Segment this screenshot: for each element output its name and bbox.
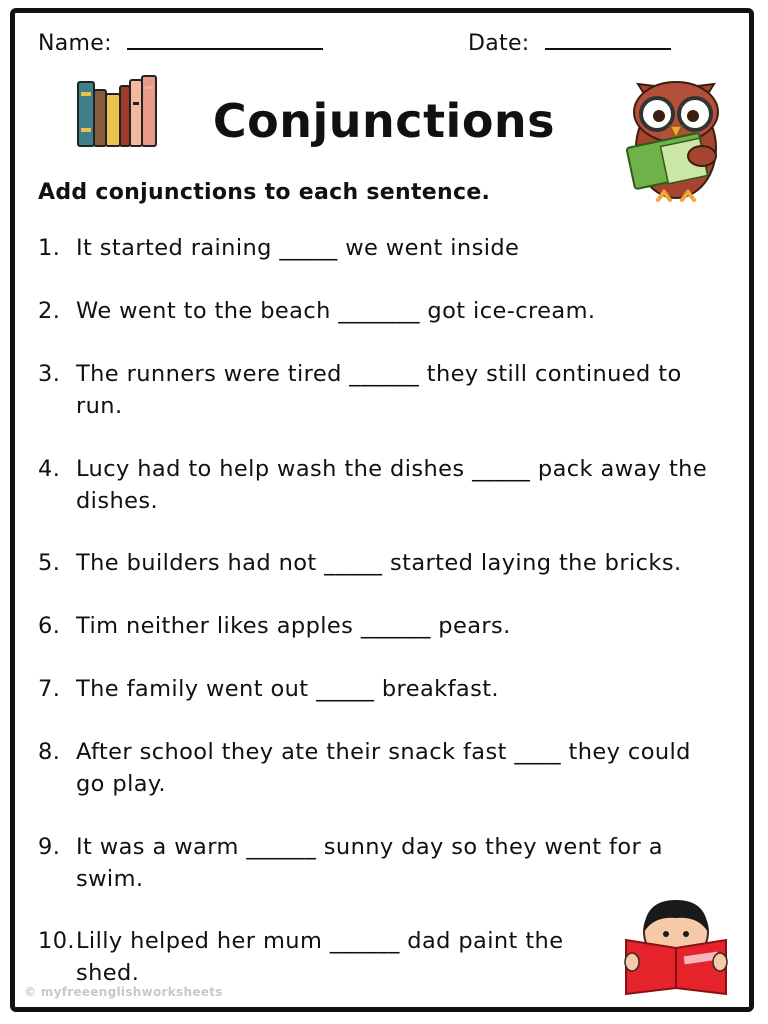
question-item: [38, 925, 598, 989]
question-number: 5.: [38, 550, 61, 576]
question-text: Lilly helped her mum ______ dad paint the shed.: [76, 928, 564, 986]
question-number: 8.: [38, 739, 61, 765]
question-text: Lucy had to help wash the dishes _____ pack away the dishes.: [76, 456, 708, 514]
question-number: 2.: [38, 298, 61, 324]
question-number: 9.: [38, 834, 61, 860]
question-text: It started raining _____ we went inside: [76, 235, 520, 261]
question-item: [38, 673, 718, 705]
question-number: 3.: [38, 361, 61, 387]
date-blank-line[interactable]: [545, 30, 671, 50]
question-item: [38, 610, 718, 642]
question-item: [38, 453, 718, 517]
question-text: The builders had not _____ started laying the bricks.: [76, 550, 682, 576]
question-number: 1.: [38, 235, 61, 261]
date-field: [468, 30, 671, 56]
question-number: 10.: [38, 928, 75, 954]
owl-reading-icon: [624, 64, 728, 210]
question-text: It was a warm ______ sunny day so they went for a swim.: [76, 834, 663, 892]
question-item: [38, 736, 718, 800]
child-reading-icon: [622, 896, 730, 996]
question-item: [38, 831, 718, 895]
question-number: 6.: [38, 613, 61, 639]
date-label: Date:: [468, 31, 530, 56]
instructions: Add conjunctions to each sentence.: [38, 180, 491, 205]
question-item: [38, 547, 718, 579]
worksheet-title: Conjunctions: [212, 94, 556, 148]
question-number: 4.: [38, 456, 61, 482]
question-text: We went to the beach _______ got ice-cream.: [76, 298, 596, 324]
name-label: Name:: [38, 31, 112, 56]
copyright-footer: © myfreeenglishworksheets: [24, 985, 223, 999]
question-item: [38, 232, 718, 264]
question-text: Tim neither likes apples ______ pears.: [76, 613, 511, 639]
question-item: [38, 295, 718, 327]
question-item: [38, 358, 718, 422]
question-text: The family went out _____ breakfast.: [76, 676, 499, 702]
name-field: [38, 30, 323, 56]
question-text: The runners were tired ______ they still continued to run.: [76, 361, 682, 419]
question-number: 7.: [38, 676, 61, 702]
question-text: After school they ate their snack fast ____ they could go play.: [76, 739, 691, 797]
name-blank-line[interactable]: [127, 30, 323, 50]
